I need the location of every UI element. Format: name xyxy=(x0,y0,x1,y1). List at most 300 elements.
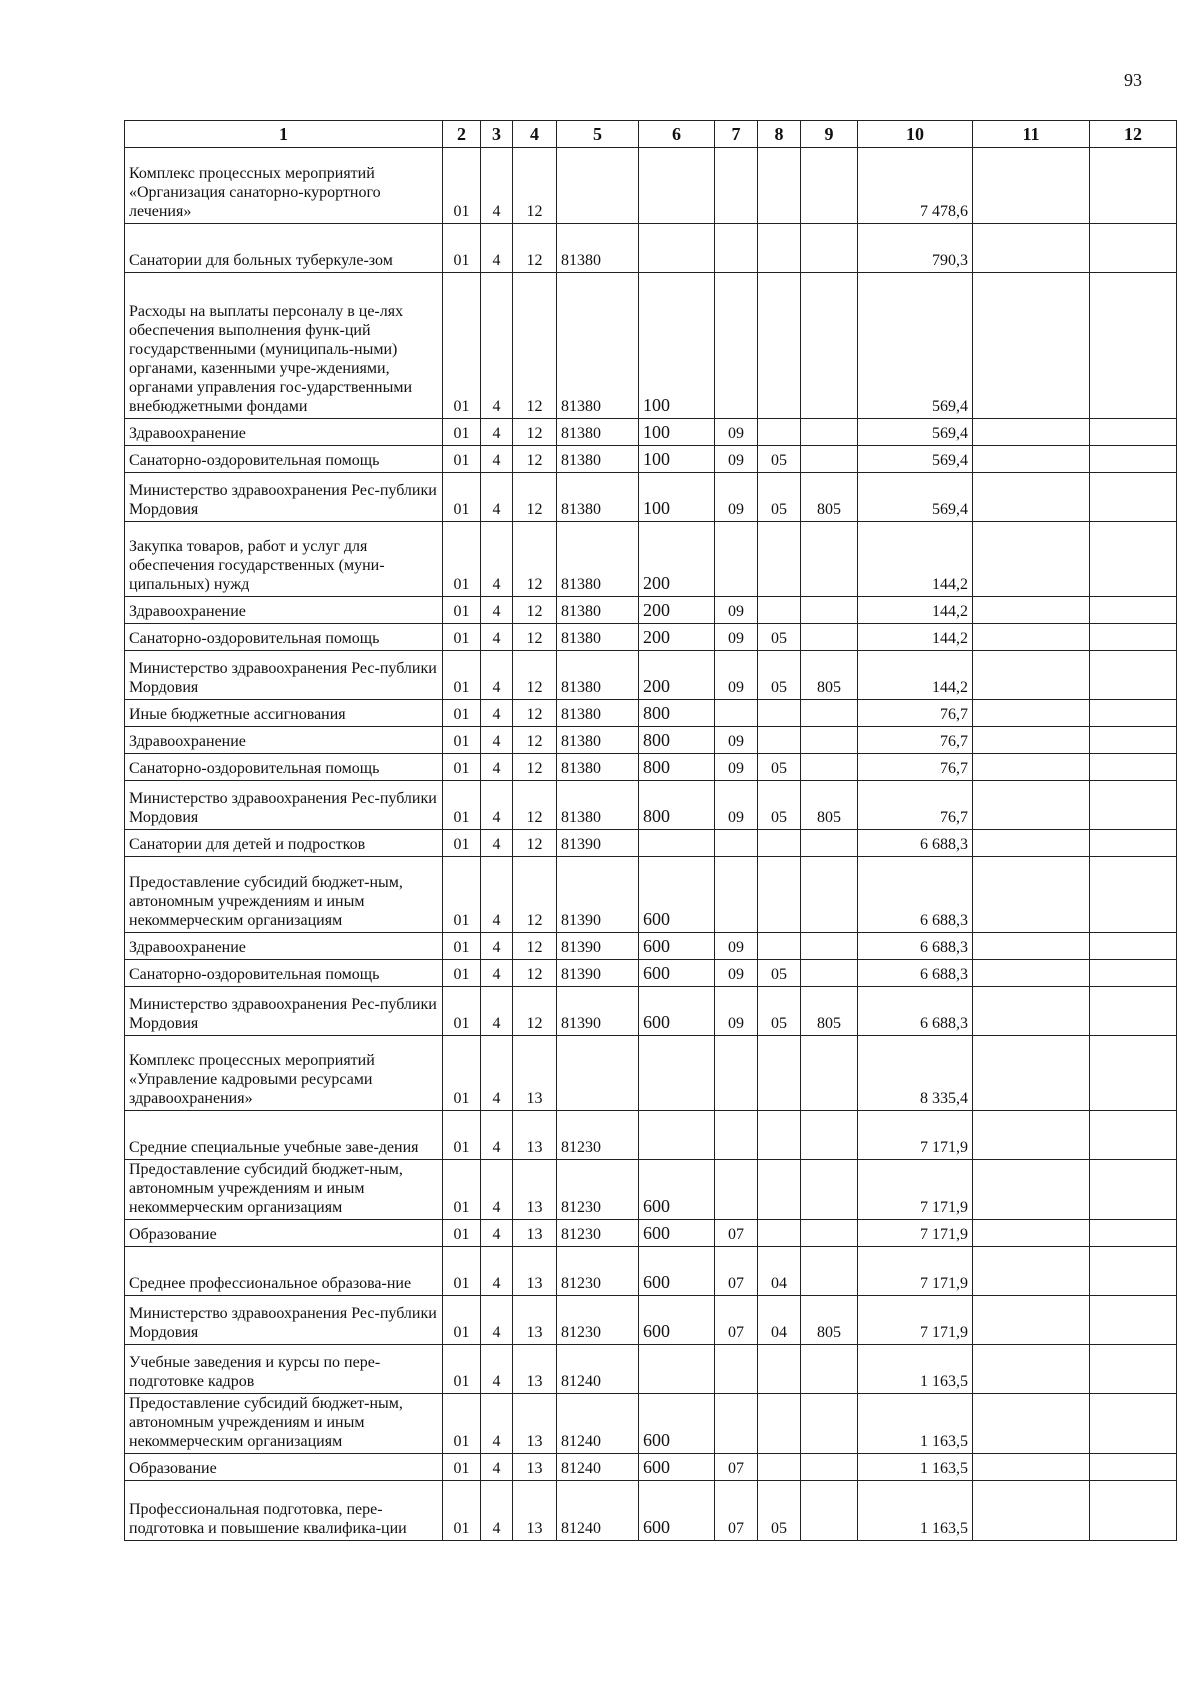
cell-col-11 xyxy=(973,522,1090,597)
table-row xyxy=(125,1296,1177,1345)
cell-col-7 xyxy=(715,522,758,597)
cell-col-9: 805 xyxy=(801,781,858,830)
table-row xyxy=(125,597,1177,624)
table-row xyxy=(125,473,1177,522)
cell-col-7: 09 xyxy=(715,727,758,754)
cell-col-3: 4 xyxy=(481,1394,513,1454)
cell-col-8: 05 xyxy=(758,624,801,651)
cell-col-3: 4 xyxy=(481,700,513,727)
row-name-cell: Комплекс процессных мероприятий «Управление кадровыми ресурсами здравоохранения» xyxy=(125,1036,443,1111)
cell-col-7 xyxy=(715,857,758,933)
cell-col-5: 81380 xyxy=(557,624,639,651)
row-name-cell: Министерство здравоохранения Рес-публики Мордовия xyxy=(125,781,443,830)
cell-col-8 xyxy=(758,1036,801,1111)
cell-col-3: 4 xyxy=(481,1111,513,1160)
cell-col-12 xyxy=(1090,1345,1177,1394)
cell-col-4: 12 xyxy=(513,597,557,624)
cell-col-7: 09 xyxy=(715,446,758,473)
cell-col-7 xyxy=(715,224,758,273)
row-name-cell: Предоставление субсидий бюджет-ным, автономным учреждениям и иным некоммерческим организациям xyxy=(125,1160,443,1220)
cell-col-4: 13 xyxy=(513,1296,557,1345)
cell-col-7 xyxy=(715,1111,758,1160)
cell-col-6: 600 xyxy=(639,960,715,987)
cell-col-6: 600 xyxy=(639,1454,715,1481)
header-cell: 6 xyxy=(639,121,715,148)
cell-col-9 xyxy=(801,1036,858,1111)
cell-col-4: 12 xyxy=(513,522,557,597)
cell-col-8 xyxy=(758,700,801,727)
cell-col-7: 09 xyxy=(715,987,758,1036)
cell-col-6: 600 xyxy=(639,1220,715,1247)
cell-col-3: 4 xyxy=(481,1220,513,1247)
cell-amount: 144,2 xyxy=(858,597,973,624)
cell-amount: 7 171,9 xyxy=(858,1111,973,1160)
table-body xyxy=(125,148,1177,1541)
row-name-cell: Комплекс процессных мероприятий «Организация санаторно-курортного лечения» xyxy=(125,148,443,224)
cell-col-3: 4 xyxy=(481,597,513,624)
cell-col-3: 4 xyxy=(481,933,513,960)
cell-col-8 xyxy=(758,597,801,624)
cell-col-12 xyxy=(1090,1454,1177,1481)
cell-col-2: 01 xyxy=(443,987,481,1036)
cell-col-5: 81380 xyxy=(557,473,639,522)
cell-col-4: 13 xyxy=(513,1111,557,1160)
cell-col-6: 600 xyxy=(639,1160,715,1220)
cell-col-8 xyxy=(758,1394,801,1454)
cell-col-4: 12 xyxy=(513,419,557,446)
header-cell: 5 xyxy=(557,121,639,148)
cell-col-8 xyxy=(758,522,801,597)
cell-col-6 xyxy=(639,1111,715,1160)
cell-col-2: 01 xyxy=(443,1036,481,1111)
cell-col-12 xyxy=(1090,597,1177,624)
header-cell: 9 xyxy=(801,121,858,148)
cell-col-9 xyxy=(801,933,858,960)
cell-col-8 xyxy=(758,224,801,273)
cell-col-8: 05 xyxy=(758,987,801,1036)
cell-col-9: 805 xyxy=(801,651,858,700)
cell-col-3: 4 xyxy=(481,473,513,522)
row-name-cell: Санаторно-оздоровительная помощь xyxy=(125,624,443,651)
cell-col-5: 81390 xyxy=(557,830,639,857)
cell-col-7: 09 xyxy=(715,781,758,830)
header-cell: 4 xyxy=(513,121,557,148)
cell-col-6: 600 xyxy=(639,1481,715,1541)
cell-col-2: 01 xyxy=(443,597,481,624)
row-name-cell: Санатории для детей и подростков xyxy=(125,830,443,857)
cell-amount: 569,4 xyxy=(858,446,973,473)
header-cell: 3 xyxy=(481,121,513,148)
cell-amount: 144,2 xyxy=(858,624,973,651)
cell-col-7 xyxy=(715,148,758,224)
table-row xyxy=(125,700,1177,727)
cell-col-4: 13 xyxy=(513,1036,557,1111)
cell-col-3: 4 xyxy=(481,224,513,273)
cell-amount: 76,7 xyxy=(858,781,973,830)
budget-table xyxy=(124,120,1177,1541)
cell-col-4: 12 xyxy=(513,960,557,987)
cell-col-6: 100 xyxy=(639,419,715,446)
cell-col-4: 12 xyxy=(513,651,557,700)
table-row xyxy=(125,651,1177,700)
cell-col-11 xyxy=(973,987,1090,1036)
cell-col-12 xyxy=(1090,522,1177,597)
row-name-cell: Иные бюджетные ассигнования xyxy=(125,700,443,727)
cell-col-9 xyxy=(801,522,858,597)
cell-col-6: 600 xyxy=(639,1247,715,1296)
cell-col-2: 01 xyxy=(443,1111,481,1160)
row-name-cell: Санаторно-оздоровительная помощь xyxy=(125,960,443,987)
cell-col-4: 12 xyxy=(513,781,557,830)
cell-col-3: 4 xyxy=(481,446,513,473)
row-name-cell: Закупка товаров, работ и услуг для обеспечения государственных (муни-ципальных) нужд xyxy=(125,522,443,597)
cell-col-6: 800 xyxy=(639,700,715,727)
cell-col-7: 09 xyxy=(715,960,758,987)
table-row xyxy=(125,857,1177,933)
cell-amount: 569,4 xyxy=(858,419,973,446)
cell-col-9 xyxy=(801,148,858,224)
cell-col-11 xyxy=(973,224,1090,273)
table-row xyxy=(125,1345,1177,1394)
row-name-cell: Профессиональная подготовка, пере-подготовка и повышение квалифика-ции xyxy=(125,1481,443,1541)
row-name-cell: Министерство здравоохранения Рес-публики Мордовия xyxy=(125,1296,443,1345)
row-name-cell: Здравоохранение xyxy=(125,419,443,446)
cell-amount: 1 163,5 xyxy=(858,1345,973,1394)
cell-col-8: 05 xyxy=(758,446,801,473)
cell-col-5: 81380 xyxy=(557,754,639,781)
cell-col-4: 12 xyxy=(513,446,557,473)
cell-col-7 xyxy=(715,700,758,727)
cell-col-8 xyxy=(758,1220,801,1247)
cell-col-8: 05 xyxy=(758,1481,801,1541)
cell-col-7: 09 xyxy=(715,651,758,700)
cell-col-2: 01 xyxy=(443,522,481,597)
cell-col-11 xyxy=(973,960,1090,987)
cell-amount: 8 335,4 xyxy=(858,1036,973,1111)
cell-amount: 7 171,9 xyxy=(858,1220,973,1247)
cell-amount: 6 688,3 xyxy=(858,857,973,933)
cell-col-12 xyxy=(1090,754,1177,781)
cell-amount: 6 688,3 xyxy=(858,960,973,987)
cell-col-8 xyxy=(758,1111,801,1160)
cell-col-3: 4 xyxy=(481,273,513,419)
table-row xyxy=(125,1036,1177,1111)
cell-amount: 76,7 xyxy=(858,727,973,754)
cell-col-5: 81230 xyxy=(557,1247,639,1296)
cell-col-3: 4 xyxy=(481,830,513,857)
cell-col-4: 12 xyxy=(513,830,557,857)
cell-col-2: 01 xyxy=(443,1220,481,1247)
table-row xyxy=(125,1111,1177,1160)
cell-col-4: 13 xyxy=(513,1220,557,1247)
cell-col-8 xyxy=(758,148,801,224)
row-name-cell: Министерство здравоохранения Рес-публики Мордовия xyxy=(125,473,443,522)
cell-col-11 xyxy=(973,1220,1090,1247)
cell-col-8 xyxy=(758,727,801,754)
cell-col-3: 4 xyxy=(481,1345,513,1394)
cell-col-3: 4 xyxy=(481,987,513,1036)
cell-col-5: 81380 xyxy=(557,727,639,754)
header-cell: 1 xyxy=(125,121,443,148)
cell-amount: 1 163,5 xyxy=(858,1481,973,1541)
cell-col-12 xyxy=(1090,1111,1177,1160)
cell-col-12 xyxy=(1090,700,1177,727)
cell-col-9 xyxy=(801,273,858,419)
cell-col-5 xyxy=(557,148,639,224)
row-name-cell: Образование xyxy=(125,1454,443,1481)
cell-col-4: 12 xyxy=(513,473,557,522)
cell-col-9 xyxy=(801,1394,858,1454)
table-row xyxy=(125,224,1177,273)
cell-col-2: 01 xyxy=(443,473,481,522)
cell-col-12 xyxy=(1090,830,1177,857)
cell-col-2: 01 xyxy=(443,754,481,781)
cell-col-7 xyxy=(715,1160,758,1220)
cell-col-8 xyxy=(758,1345,801,1394)
cell-col-3: 4 xyxy=(481,148,513,224)
cell-amount: 7 171,9 xyxy=(858,1247,973,1296)
table-row xyxy=(125,1247,1177,1296)
cell-col-6: 200 xyxy=(639,597,715,624)
table-row xyxy=(125,1454,1177,1481)
cell-col-9 xyxy=(801,1111,858,1160)
cell-col-9 xyxy=(801,1454,858,1481)
cell-col-9 xyxy=(801,1481,858,1541)
cell-col-2: 01 xyxy=(443,1345,481,1394)
cell-col-4: 12 xyxy=(513,624,557,651)
cell-col-8 xyxy=(758,857,801,933)
cell-col-7: 09 xyxy=(715,624,758,651)
cell-col-2: 01 xyxy=(443,273,481,419)
table-row xyxy=(125,419,1177,446)
cell-col-11 xyxy=(973,419,1090,446)
cell-col-11 xyxy=(973,1036,1090,1111)
cell-col-7: 09 xyxy=(715,473,758,522)
cell-col-7 xyxy=(715,1394,758,1454)
cell-col-11 xyxy=(973,624,1090,651)
cell-col-11 xyxy=(973,933,1090,960)
header-cell: 12 xyxy=(1090,121,1177,148)
cell-col-6: 600 xyxy=(639,1394,715,1454)
cell-col-5: 81240 xyxy=(557,1345,639,1394)
cell-col-8 xyxy=(758,419,801,446)
table-row xyxy=(125,933,1177,960)
cell-col-2: 01 xyxy=(443,1481,481,1541)
cell-col-4: 12 xyxy=(513,933,557,960)
table-row xyxy=(125,960,1177,987)
row-name-cell: Расходы на выплаты персоналу в це-лях обеспечения выполнения функ-ций государственными (муниципаль-ными) органами, казенными учре-ждениями, органами управления гос-ударственными внебюджетными фондами xyxy=(125,273,443,419)
cell-amount: 569,4 xyxy=(858,473,973,522)
cell-col-7: 09 xyxy=(715,597,758,624)
cell-col-8 xyxy=(758,933,801,960)
cell-col-2: 01 xyxy=(443,830,481,857)
cell-col-3: 4 xyxy=(481,1481,513,1541)
cell-amount: 7 478,6 xyxy=(858,148,973,224)
cell-col-11 xyxy=(973,1296,1090,1345)
cell-col-7: 07 xyxy=(715,1220,758,1247)
cell-col-11 xyxy=(973,727,1090,754)
cell-col-12 xyxy=(1090,1247,1177,1296)
cell-col-6: 200 xyxy=(639,522,715,597)
cell-col-3: 4 xyxy=(481,1247,513,1296)
cell-col-7: 09 xyxy=(715,754,758,781)
cell-col-9 xyxy=(801,960,858,987)
cell-amount: 1 163,5 xyxy=(858,1394,973,1454)
row-name-cell: Санаторно-оздоровительная помощь xyxy=(125,754,443,781)
cell-col-5: 81240 xyxy=(557,1454,639,1481)
table-row xyxy=(125,1481,1177,1541)
cell-col-8: 04 xyxy=(758,1296,801,1345)
cell-col-6 xyxy=(639,1036,715,1111)
cell-col-6 xyxy=(639,830,715,857)
cell-col-2: 01 xyxy=(443,857,481,933)
row-name-cell: Здравоохранение xyxy=(125,597,443,624)
cell-col-5: 81380 xyxy=(557,446,639,473)
cell-col-11 xyxy=(973,754,1090,781)
cell-col-12 xyxy=(1090,1394,1177,1454)
cell-amount: 569,4 xyxy=(858,273,973,419)
cell-col-7: 07 xyxy=(715,1481,758,1541)
cell-col-12 xyxy=(1090,624,1177,651)
cell-col-8 xyxy=(758,830,801,857)
cell-col-6: 800 xyxy=(639,754,715,781)
cell-amount: 6 688,3 xyxy=(858,987,973,1036)
cell-col-2: 01 xyxy=(443,419,481,446)
cell-col-8: 05 xyxy=(758,754,801,781)
cell-col-4: 12 xyxy=(513,148,557,224)
cell-col-9 xyxy=(801,1160,858,1220)
cell-col-8: 04 xyxy=(758,1247,801,1296)
cell-col-5: 81240 xyxy=(557,1481,639,1541)
cell-col-12 xyxy=(1090,473,1177,522)
row-name-cell: Министерство здравоохранения Рес-публики Мордовия xyxy=(125,987,443,1036)
cell-col-8 xyxy=(758,1454,801,1481)
header-cell: 7 xyxy=(715,121,758,148)
cell-col-8: 05 xyxy=(758,651,801,700)
cell-col-12 xyxy=(1090,1296,1177,1345)
cell-col-5: 81230 xyxy=(557,1220,639,1247)
cell-col-5 xyxy=(557,1036,639,1111)
cell-col-12 xyxy=(1090,446,1177,473)
cell-col-11 xyxy=(973,473,1090,522)
cell-col-7 xyxy=(715,830,758,857)
cell-col-12 xyxy=(1090,727,1177,754)
cell-col-5: 81380 xyxy=(557,273,639,419)
cell-col-3: 4 xyxy=(481,1454,513,1481)
cell-col-4: 12 xyxy=(513,273,557,419)
cell-col-9: 805 xyxy=(801,473,858,522)
cell-col-11 xyxy=(973,1454,1090,1481)
cell-col-11 xyxy=(973,273,1090,419)
cell-col-7: 07 xyxy=(715,1247,758,1296)
cell-col-6: 100 xyxy=(639,473,715,522)
row-name-cell: Образование xyxy=(125,1220,443,1247)
cell-col-3: 4 xyxy=(481,781,513,830)
cell-col-2: 01 xyxy=(443,446,481,473)
cell-col-12 xyxy=(1090,1220,1177,1247)
cell-amount: 7 171,9 xyxy=(858,1296,973,1345)
table-row xyxy=(125,781,1177,830)
row-name-cell: Здравоохранение xyxy=(125,933,443,960)
cell-col-2: 01 xyxy=(443,1394,481,1454)
cell-col-11 xyxy=(973,597,1090,624)
cell-col-6: 100 xyxy=(639,273,715,419)
cell-col-11 xyxy=(973,700,1090,727)
cell-col-9 xyxy=(801,419,858,446)
cell-col-9 xyxy=(801,597,858,624)
page-number: 93 xyxy=(1124,70,1142,90)
cell-col-4: 12 xyxy=(513,987,557,1036)
cell-amount: 76,7 xyxy=(858,754,973,781)
cell-amount: 1 163,5 xyxy=(858,1454,973,1481)
cell-col-7: 09 xyxy=(715,419,758,446)
cell-col-4: 12 xyxy=(513,700,557,727)
cell-col-5: 81390 xyxy=(557,857,639,933)
cell-col-6: 800 xyxy=(639,727,715,754)
cell-col-11 xyxy=(973,830,1090,857)
header-cell: 11 xyxy=(973,121,1090,148)
cell-col-9 xyxy=(801,224,858,273)
cell-col-5: 81240 xyxy=(557,1394,639,1454)
cell-col-9 xyxy=(801,1345,858,1394)
cell-col-9 xyxy=(801,857,858,933)
row-name-cell: Здравоохранение xyxy=(125,727,443,754)
cell-col-3: 4 xyxy=(481,1296,513,1345)
cell-col-4: 13 xyxy=(513,1345,557,1394)
cell-col-7: 07 xyxy=(715,1296,758,1345)
cell-col-12 xyxy=(1090,1160,1177,1220)
cell-col-3: 4 xyxy=(481,1036,513,1111)
cell-col-6: 600 xyxy=(639,987,715,1036)
cell-col-4: 13 xyxy=(513,1454,557,1481)
cell-col-8: 05 xyxy=(758,781,801,830)
row-name-cell: Среднее профессиональное образова-ние xyxy=(125,1247,443,1296)
cell-col-8 xyxy=(758,1160,801,1220)
cell-amount: 6 688,3 xyxy=(858,933,973,960)
cell-col-6: 100 xyxy=(639,446,715,473)
table-row xyxy=(125,148,1177,224)
cell-amount: 6 688,3 xyxy=(858,830,973,857)
cell-col-11 xyxy=(973,1345,1090,1394)
cell-col-5: 81230 xyxy=(557,1111,639,1160)
cell-col-11 xyxy=(973,1247,1090,1296)
cell-col-11 xyxy=(973,651,1090,700)
cell-col-9 xyxy=(801,446,858,473)
cell-col-12 xyxy=(1090,1481,1177,1541)
cell-col-9 xyxy=(801,727,858,754)
table-row xyxy=(125,830,1177,857)
cell-col-5: 81380 xyxy=(557,224,639,273)
cell-col-2: 01 xyxy=(443,700,481,727)
row-name-cell: Санаторно-оздоровительная помощь xyxy=(125,446,443,473)
cell-col-4: 13 xyxy=(513,1160,557,1220)
cell-col-6 xyxy=(639,1345,715,1394)
table-row xyxy=(125,754,1177,781)
cell-col-12 xyxy=(1090,148,1177,224)
cell-col-12 xyxy=(1090,781,1177,830)
cell-col-11 xyxy=(973,446,1090,473)
table-row xyxy=(125,273,1177,419)
cell-col-2: 01 xyxy=(443,1296,481,1345)
cell-col-6: 600 xyxy=(639,933,715,960)
cell-col-11 xyxy=(973,1394,1090,1454)
table-row xyxy=(125,1220,1177,1247)
cell-col-11 xyxy=(973,1111,1090,1160)
table-row xyxy=(125,987,1177,1036)
table-row xyxy=(125,522,1177,597)
row-name-cell: Предоставление субсидий бюджет-ным, автономным учреждениям и иным некоммерческим организациям xyxy=(125,1394,443,1454)
cell-col-2: 01 xyxy=(443,1160,481,1220)
